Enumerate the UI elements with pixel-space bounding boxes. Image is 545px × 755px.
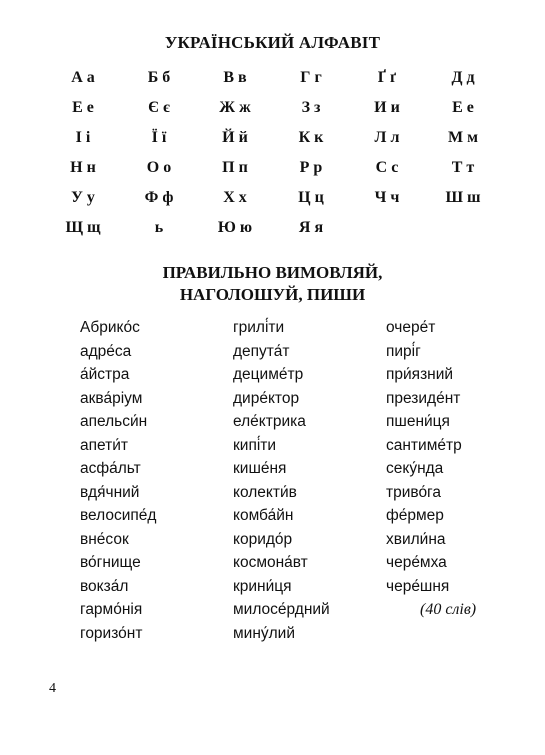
word-item: комба́йн (233, 507, 294, 524)
alphabet-letter: Я я (298, 219, 324, 236)
section-heading-line-1: ПРАВИЛЬНО ВИМОВЛЯЙ, (162, 263, 383, 282)
alphabet-letter: Г г (300, 69, 322, 86)
word-item: еле́ктрика (233, 413, 306, 430)
word-item: дециме́тр (233, 366, 304, 383)
alphabet-letter: Є є (148, 99, 170, 116)
word-item: при́язний (386, 366, 454, 383)
word-column-2 (233, 316, 330, 645)
word-item: депута́т (233, 342, 290, 360)
word-item: апети́т (80, 436, 128, 454)
word-item: гармо́нія (80, 601, 143, 618)
word-item: Абрико́с (80, 319, 140, 336)
alphabet-letter: Ф ф (144, 189, 174, 206)
word-item: апельси́н (80, 413, 148, 430)
alphabet-letter: Х х (223, 189, 247, 206)
alphabet-letter: Ж ж (219, 99, 251, 116)
word-item: хвили́на (386, 530, 446, 548)
word-item: крини́ця (233, 577, 292, 595)
word-item: велосипе́д (80, 507, 157, 524)
alphabet-letter: П п (222, 159, 248, 176)
alphabet-letter: ь (154, 219, 164, 236)
alphabet-letter: Д д (451, 69, 475, 86)
word-item: адре́са (80, 342, 132, 360)
word-item: вне́сок (80, 530, 129, 548)
word-item: пирі́г (386, 342, 421, 360)
word-item: чере́шня (386, 577, 450, 595)
word-item: фе́рмер (386, 507, 444, 524)
alphabet-letter: М м (448, 129, 478, 146)
word-item: аква́ріум (80, 389, 143, 407)
word-item: пшени́ця (386, 413, 450, 430)
word-item: а́йстра (80, 366, 130, 383)
alphabet-letter: И и (374, 99, 400, 116)
alphabet-letter: Ц ц (298, 189, 324, 206)
word-item: вдя́чний (80, 483, 140, 501)
word-count: (40 слів) (420, 601, 477, 618)
alphabet-letter: Ю ю (217, 219, 253, 236)
alphabet-letter: Т т (451, 159, 475, 176)
alphabet-letter: Ґ ґ (377, 69, 397, 86)
alphabet-letter: У у (71, 189, 95, 206)
alphabet-letter: Щ щ (65, 219, 101, 236)
alphabet-letter: Й й (222, 129, 248, 146)
alphabet-letter: К к (298, 129, 324, 146)
section-heading-line-2: НАГОЛОШУЙ, ПИШИ (179, 285, 366, 304)
alphabet-letter: Н н (70, 159, 96, 176)
alphabet-letter: Б б (147, 69, 171, 86)
alphabet-letter: А а (71, 69, 95, 86)
word-item: космона́вт (233, 554, 308, 571)
alphabet-letter: Ї ї (151, 129, 167, 146)
word-column-3 (386, 316, 462, 598)
alphabet-letter: Е е (452, 99, 474, 116)
word-item: дире́ктор (233, 389, 300, 407)
word-item: кипі́ти (233, 436, 277, 454)
alphabet-letter: Ш ш (445, 189, 481, 206)
word-item: очере́т (386, 319, 436, 336)
alphabet-letter: Ч ч (374, 189, 400, 206)
section-heading (0, 262, 545, 306)
alphabet-letter: В в (223, 69, 247, 86)
word-item: мину́лий (233, 624, 295, 642)
word-item: милосе́рдний (233, 601, 330, 618)
alphabet-letter: С с (375, 159, 399, 176)
word-item: кише́ня (233, 460, 287, 477)
word-item: асфа́льт (80, 460, 141, 477)
word-item: во́гнище (80, 554, 141, 571)
alphabet-letter: Л л (374, 129, 400, 146)
alphabet-grid (45, 63, 501, 243)
alphabet-letter: З з (301, 99, 321, 116)
word-item: коридо́р (233, 530, 293, 548)
alphabet-letter: І і (75, 129, 91, 146)
word-item: секу́нда (386, 460, 444, 477)
word-item: чере́мха (386, 554, 447, 571)
alphabet-letter: Р р (299, 159, 323, 176)
word-item: грилі́ти (233, 319, 285, 336)
word-item: вокза́л (80, 577, 129, 595)
word-item: колекти́в (233, 483, 297, 501)
word-column-1 (80, 316, 156, 645)
word-item: президе́нт (386, 389, 461, 407)
word-item: сантиме́тр (386, 436, 462, 454)
alphabet-letter: О о (146, 159, 172, 176)
page-title: УКРАЇНСЬКИЙ АЛФАВІТ (164, 33, 381, 52)
page-number: 4 (49, 681, 56, 696)
word-item: горизо́нт (80, 624, 143, 642)
word-item: триво́га (386, 483, 441, 501)
alphabet-letter: Е е (72, 99, 94, 116)
